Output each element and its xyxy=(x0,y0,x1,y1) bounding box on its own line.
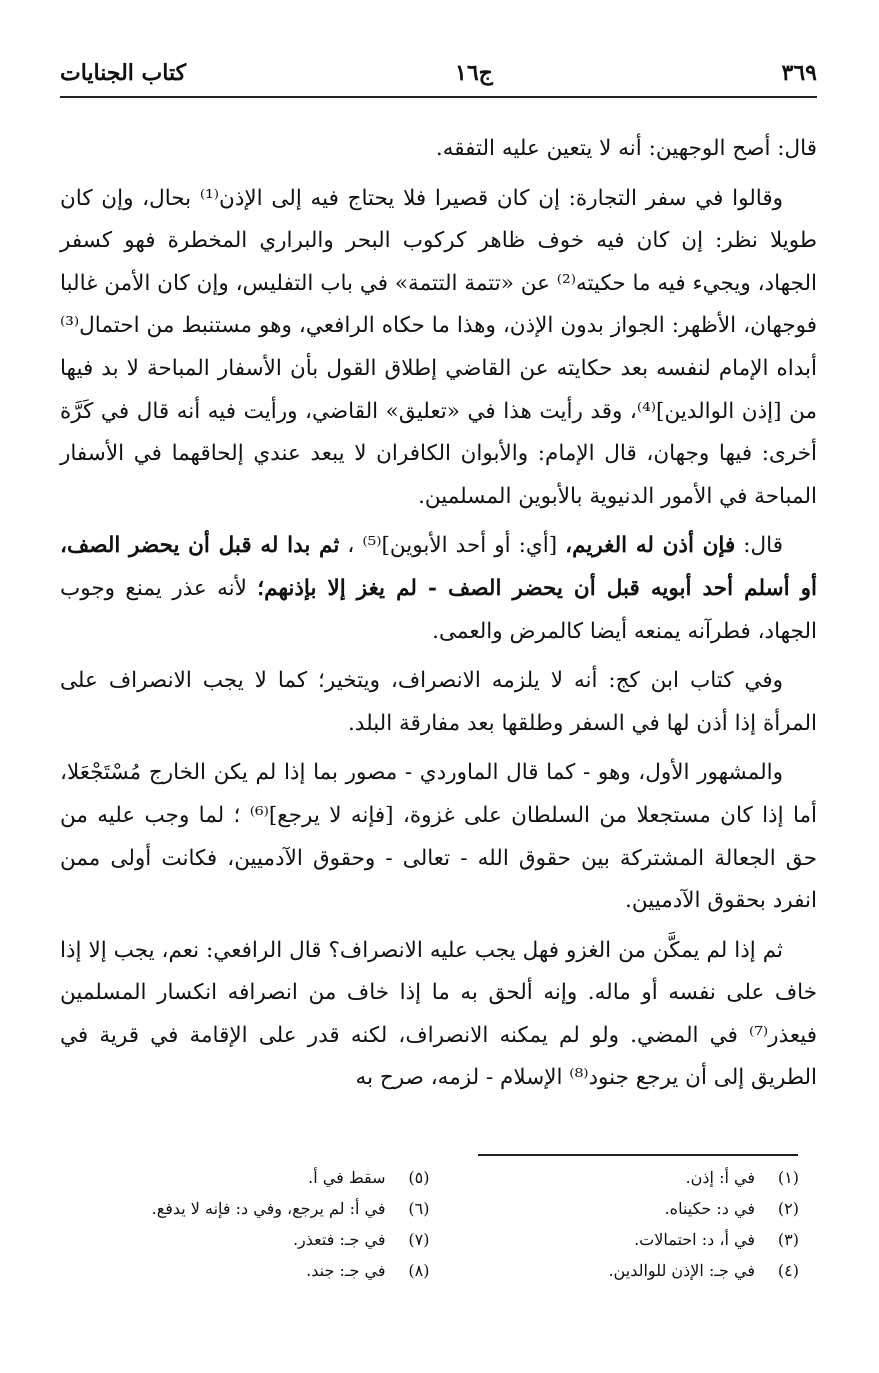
text-segment: والمشهور الأول، وهو - كما قال الماوردي - مصور بما إذا لم يكن الخارج مُسْتَجْعَلا، أما إذا كان مستجعلا من السلطان على غزوة، [فإنه لا يرجع]⁽⁶⁾ ؛ لما وجب عليه من حق الجعالة المشتركة بين حقوق الله - تعالى - وحقوق الآدميين، فكانت أولى ممن انفرد بحقوق الآدميين. xyxy=(60,760,817,914)
footnote xyxy=(460,1193,800,1224)
footnote-number: (٢) xyxy=(777,1199,799,1218)
footnote-text: في د: حكيناه. xyxy=(664,1199,755,1218)
footnote-text: في جـ: الإذن للوالدين. xyxy=(608,1261,755,1280)
paragraph xyxy=(60,128,817,171)
footnote xyxy=(90,1224,430,1255)
text-segment: وقالوا في سفر التجارة: إن كان قصيرا فلا يحتاج فيه إلى الإذن⁽¹⁾ بحال، وإن كان طويلا نظر: إن كان فيه خوف ظاهر كركوب البحر والبراري المخطرة فهو كسفر الجهاد، ويجيء فيه ما حكيته⁽²⁾ عن «تتمة التتمة» في باب التفليس، وإن كان الأمن غالبا فوجهان، الأظهر: الجواز بدون الإذن، وهذا ما حكاه الرافعي، وهو مستنبط من احتمال⁽³⁾ أبداه الإمام لنفسه بعد حكايته عن القاضي إطلاق القول بأن الأسفار المباحة لا بد فيها من [إذن الوالدين]⁽⁴⁾، وقد رأيت هذا في «تعليق» القاضي، ورأيت فيه أنه قال في كَرَّة أخرى: فيها وجهان، قال الإمام: والأبوان الكافران لا يبعد عندي إلحاقهما في الأسفار المباحة في الأمور الدنيوية بالأبوين المسلمين. xyxy=(60,185,817,509)
footnote-number: (٤) xyxy=(777,1261,799,1280)
paragraph xyxy=(60,930,817,1100)
text-segment: قال: xyxy=(735,533,783,559)
footnote-number: (٣) xyxy=(777,1230,799,1249)
footnote-number: (١) xyxy=(777,1168,799,1187)
volume-label: ج١٦ xyxy=(455,60,493,86)
footnote-separator xyxy=(478,1154,798,1156)
footnote xyxy=(460,1255,800,1286)
text-segment: قال: أصح الوجهين: أنه لا يتعين عليه التفقه. xyxy=(435,136,817,161)
footnote xyxy=(460,1162,800,1193)
footnote xyxy=(460,1224,800,1255)
footnote-text: في أ: إذن. xyxy=(685,1168,755,1187)
book-title: كتاب الجنايات xyxy=(60,60,187,86)
text-segment: [أي: أو أحد الأبوين]⁽⁵⁾ ، xyxy=(339,533,566,559)
running-header xyxy=(60,56,817,98)
footnote-text: في أ، د: احتمالات. xyxy=(634,1230,755,1249)
bold-text-segment: فإن أذن له الغريم، xyxy=(565,533,736,559)
footnote xyxy=(90,1162,430,1193)
footnote-text: سقط في أ. xyxy=(308,1168,386,1187)
text-segment: لأنه عذر يمنع وجوب الجهاد، فطرآنه يمنعه أيضا كالمرض والعمى. xyxy=(60,575,817,644)
main-text xyxy=(60,128,817,1107)
footnote xyxy=(90,1255,430,1286)
footnote-text: في أ: لم يرجع، وفي د: فإنه لا يدفع. xyxy=(151,1199,386,1218)
text-segment: ثم إذا لم يمكَّن من الغزو فهل يجب عليه الانصراف؟ قال الرافعي: نعم، يجب إلا إذا خاف على نفسه أو ماله. وإنه ألحق به ما إذا خاف من انصرافه انكسار المسلمين فيعذر⁽⁷⁾ في المضي. ولو لم يمكنه الانصراف، لكنه قدر على الإقامة في قرية في الطريق إلى أن يرجع جنود⁽⁸⁾ الإسلام - لزمه، صرح به xyxy=(60,937,817,1091)
footnote-number: (٧) xyxy=(408,1230,430,1249)
footnote-text: في جـ: جند. xyxy=(306,1261,386,1280)
footnote-number: (٥) xyxy=(408,1168,430,1187)
paragraph xyxy=(60,178,817,519)
footnotes xyxy=(90,1162,799,1286)
bold-text-segment: ثم بدا له قبل أن يحضر الصف، أو أسلم أحد أبويه قبل أن يحضر الصف - لم يغز إلا بإذنهم؛ xyxy=(60,533,817,601)
footnote-number: (٦) xyxy=(408,1199,430,1218)
paragraph xyxy=(60,525,817,653)
footnote-number: (٨) xyxy=(408,1261,430,1280)
paragraph xyxy=(60,660,817,745)
page-number: ٣٦٩ xyxy=(781,60,817,86)
text-segment: وفي كتاب ابن كج: أنه لا يلزمه الانصراف، ويتخير؛ كما لا يجب الانصراف على المرأة إذا أذن لها في السفر وطلقها بعد مفارقة البلد. xyxy=(60,668,817,736)
footnote xyxy=(90,1193,430,1224)
footnote-text: في جـ: فتعذر. xyxy=(292,1230,386,1249)
paragraph xyxy=(60,752,817,922)
